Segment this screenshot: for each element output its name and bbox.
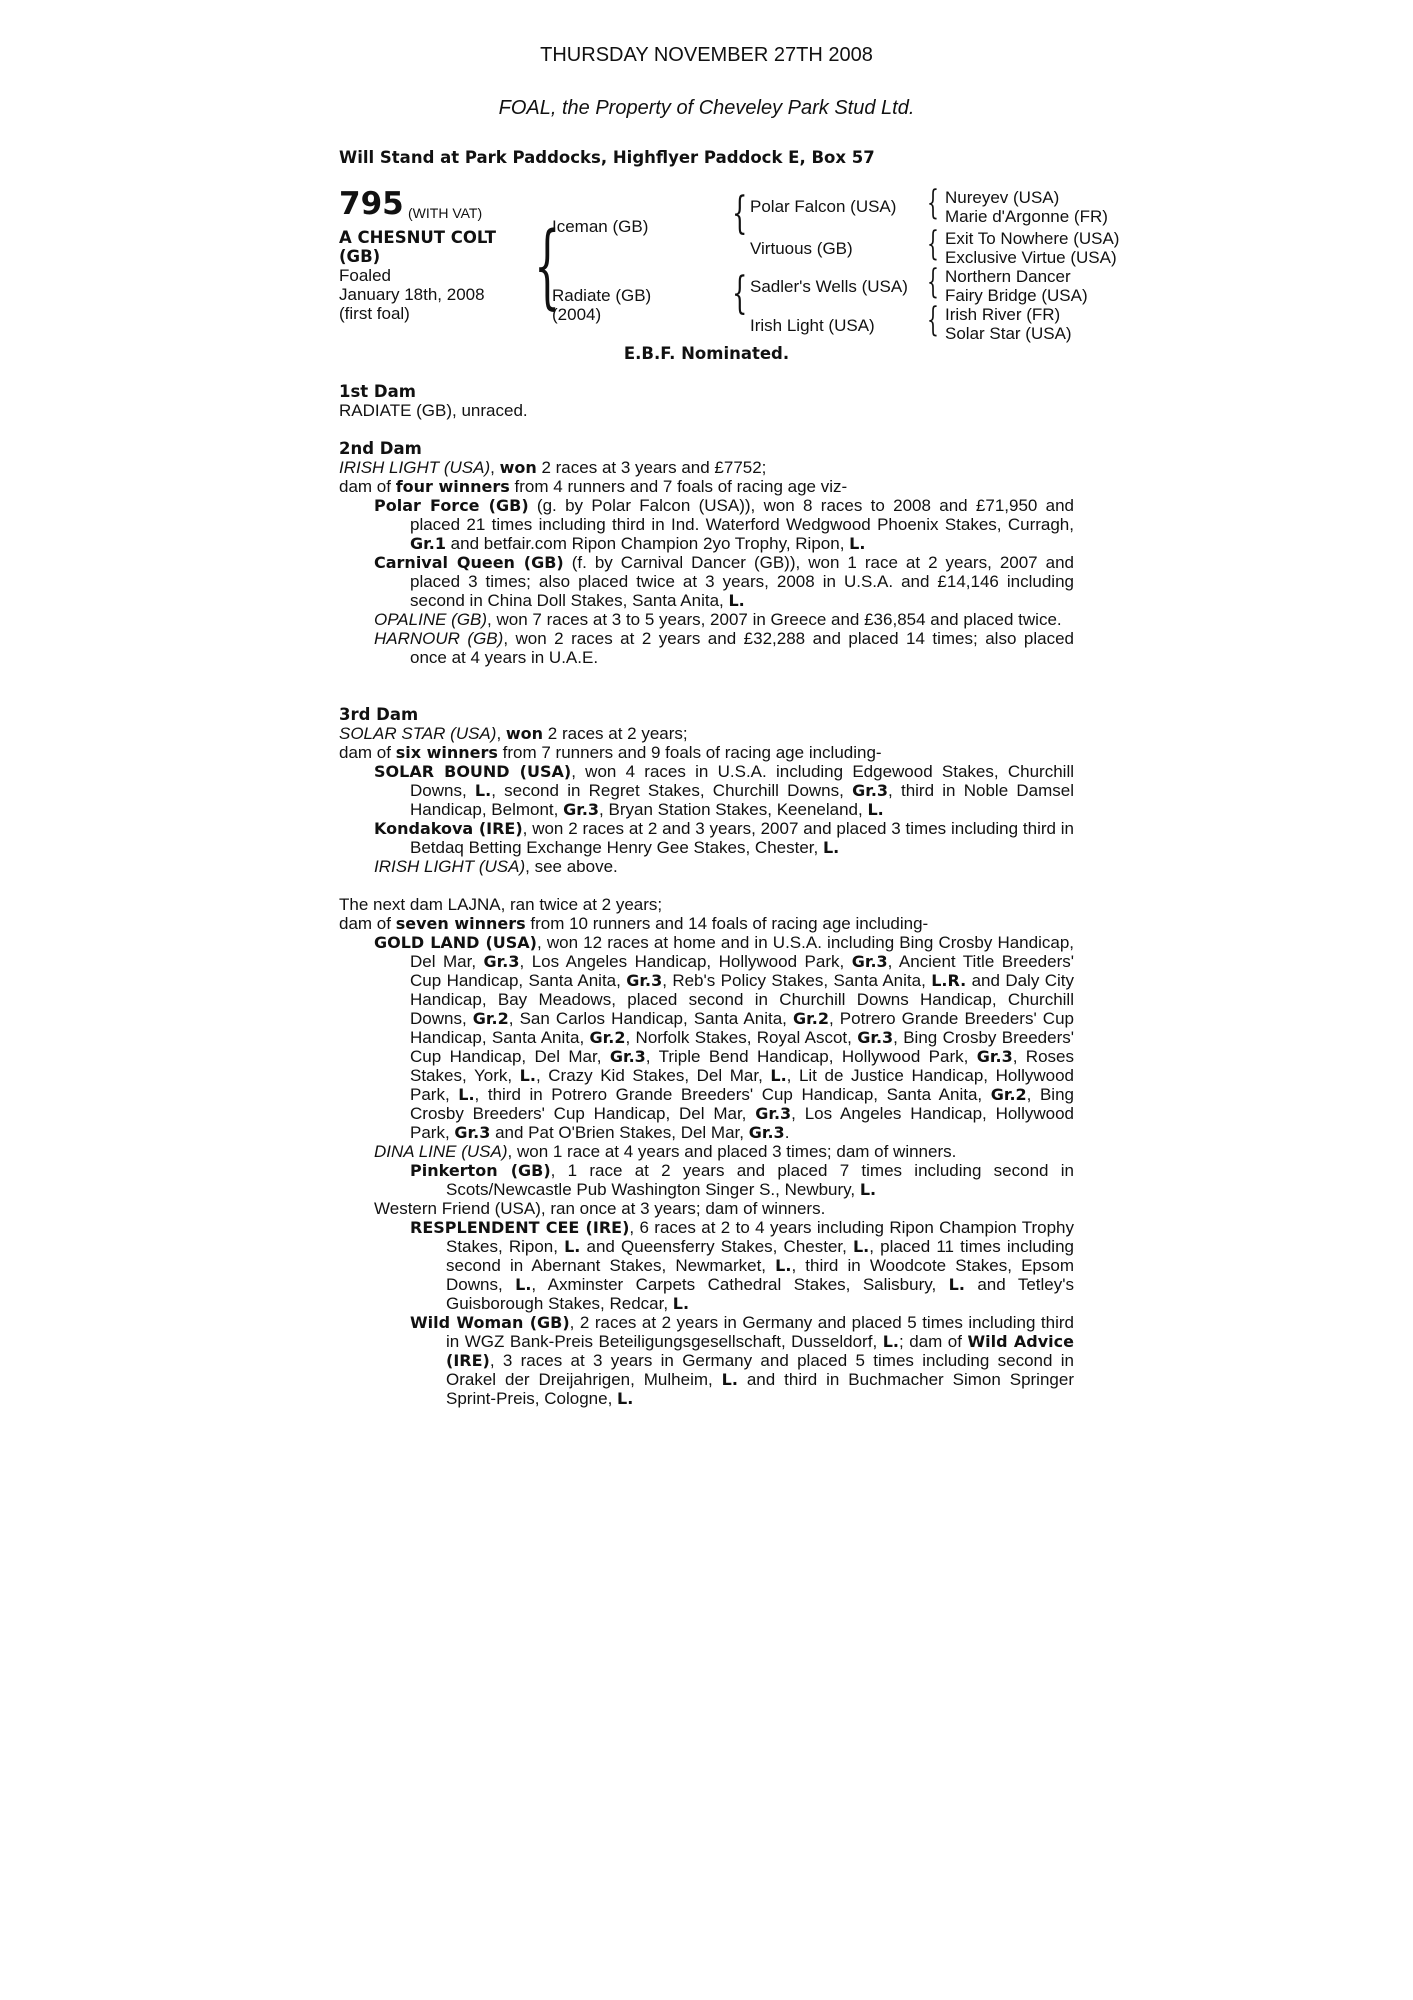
record-text: and Daly City Handicap, Bay Meadows, placed second in Churchill Downs Handicap, Churchill Downs, — [410, 971, 1075, 1028]
third-dam-line2 — [339, 743, 1074, 762]
next-dam-line2 — [339, 914, 1074, 933]
text: , second in Regret Stakes, Churchill Downs, — [491, 781, 853, 800]
produce-entry — [339, 1161, 1074, 1199]
text: and betfair.com Ripon Champion 2yo Trophy, Ripon, — [445, 534, 850, 553]
second-dam-section — [339, 439, 1074, 667]
race-grade: Gr.3 — [483, 952, 520, 971]
foaled-info — [339, 266, 485, 323]
record-text: , Los Angeles Handicap, Hollywood Park, — [410, 1104, 1074, 1142]
produce-entry — [339, 553, 1074, 610]
pedigree-dsd: Fairy Bridge (USA) — [945, 286, 1088, 305]
record-text: , Norfolk Stakes, Royal Ascot, — [625, 1028, 858, 1047]
text: , 2 races at 2 years in Germany and placed 5 times including third in WGZ Bank-Preis Beteiligungsgesellschaft, Dusseldorf, — [446, 1313, 1074, 1351]
text: 2 races at 2 years; — [543, 724, 688, 743]
produce-name: HARNOUR (GB) — [374, 629, 504, 648]
produce-name: GOLD LAND (USA) — [374, 933, 537, 952]
record-text: , Triple Bend Handicap, Hollywood Park, — [645, 1047, 977, 1066]
text: (g. by Polar Falcon (USA)), won 8 races to 2008 and £71,950 and placed 21 times including third in Ind. Waterford Wedgwood Phoenix Stakes, Curragh, — [410, 496, 1075, 534]
pedigree-brace-ds: { — [927, 262, 939, 302]
pedigree-dam: Radiate (GB) — [552, 286, 652, 305]
text: dam of — [339, 743, 396, 762]
record-text: , Los Angeles Handicap, Hollywood Park, — [519, 952, 852, 971]
text: , see above. — [525, 857, 618, 876]
third-dam-section — [339, 705, 1074, 876]
produce-name: Wild Advice (IRE) — [446, 1332, 1074, 1370]
winners-count: six winners — [395, 743, 498, 762]
next-dam-line1: The next dam LAJNA, ran twice at 2 years; — [339, 895, 663, 914]
pedigree-sire: Iceman (GB) — [552, 217, 649, 236]
produce-name: Kondakova (IRE) — [374, 819, 523, 838]
pedigree-ddd: Solar Star (USA) — [945, 324, 1072, 343]
text: , Bryan Station Stakes, Keeneland, — [599, 800, 868, 819]
race-grade: L. — [458, 1085, 475, 1104]
pedigree-sire-sire: Polar Falcon (USA) — [750, 197, 897, 216]
won-label: won — [505, 724, 544, 743]
pedigree-dss: Northern Dancer — [945, 267, 1071, 286]
pedigree-dam-dam: Irish Light (USA) — [750, 316, 875, 335]
race-grade: L. — [721, 1370, 738, 1389]
second-dam-title: 2nd Dam — [339, 439, 422, 458]
race-grade: L. — [474, 781, 492, 800]
race-grade: L. — [672, 1294, 690, 1313]
text: ; dam of — [898, 1332, 968, 1351]
race-grade: L. — [948, 1275, 965, 1294]
text: , — [490, 458, 500, 477]
race-grade: Gr.3 — [563, 800, 600, 819]
pedigree-sdd: Exclusive Virtue (USA) — [945, 248, 1117, 267]
race-grade: Gr.3 — [609, 1047, 646, 1066]
lot-vat: (WITH VAT) — [408, 205, 483, 221]
won-label: won — [499, 458, 537, 477]
pedigree-brace-ss: { — [927, 183, 939, 223]
pedigree-brace-sd: { — [927, 224, 939, 264]
race-grade: L. — [770, 1066, 787, 1085]
produce-name: DINA LINE (USA) — [374, 1142, 508, 1161]
text: from 4 runners and 7 foals of racing age viz- — [509, 477, 848, 496]
first-dam-title: 1st Dam — [339, 382, 416, 401]
record-text: , Bing Crosby Breeders' Cup Handicap, Del Mar, — [410, 1028, 1074, 1066]
race-grade: L. — [822, 838, 840, 857]
record-text: , placed 11 times including second in Abernant Stakes, Newmarket, — [446, 1237, 1074, 1275]
record-text: and Tetley's Guisborough Stakes, Redcar, — [446, 1275, 1074, 1313]
race-grade: L. — [617, 1389, 634, 1408]
second-dam-line1 — [339, 458, 1074, 477]
record-text: , Bing Crosby Breeders' Cup Handicap, Del Mar, — [410, 1085, 1074, 1123]
winners-count: seven winners — [395, 914, 526, 933]
pedigree-dds: Irish River (FR) — [945, 305, 1061, 324]
pedigree-brace-main: { — [534, 212, 561, 319]
text: dam of — [339, 914, 396, 933]
first-dam-section — [339, 382, 1074, 420]
text: , won 4 races in U.S.A. including Edgewood Stakes, Churchill Downs, — [410, 762, 1074, 800]
race-grade: Gr.1 — [410, 534, 446, 553]
race-grade: Gr.3 — [454, 1123, 491, 1142]
race-grade: Gr.2 — [589, 1028, 626, 1047]
produce-entry — [339, 1313, 1074, 1408]
foaled-date: January 18th, 2008 — [339, 285, 485, 304]
race-grade: Gr.2 — [793, 1009, 829, 1028]
pedigree-dam-year: (2004) — [552, 305, 602, 324]
race-grade: Gr.3 — [626, 971, 663, 990]
race-grade: L.R. — [931, 971, 967, 990]
race-grade: Gr.3 — [857, 1028, 894, 1047]
record-text: , San Carlos Handicap, Santa Anita, — [508, 1009, 794, 1028]
produce-entry — [339, 496, 1074, 553]
race-grade: L. — [515, 1275, 532, 1294]
winners-count: four winners — [395, 477, 510, 496]
race-grade: Gr.2 — [472, 1009, 509, 1028]
stand-location: Will Stand at Park Paddocks, Highflyer Paddock E, Box 57 — [339, 148, 875, 167]
lot-number: 795 — [339, 186, 404, 222]
produce-entry — [339, 857, 1074, 876]
text: 2 races at 3 years and £7752; — [536, 458, 767, 477]
race-grade: Gr.3 — [748, 1123, 785, 1142]
third-dam-line1 — [339, 724, 1074, 743]
produce-name: IRISH LIGHT (USA) — [374, 857, 526, 876]
text: , won 2 races at 2 and 3 years, 2007 and placed 3 times including third in Betdaq Betting Exchange Henry Gee Stakes, Chester, — [410, 819, 1074, 857]
race-grade: Gr.3 — [976, 1047, 1013, 1066]
race-grade: L. — [882, 1332, 899, 1351]
text: dam of — [339, 477, 396, 496]
record-text: , Lit de Justice Handicap, Hollywood Park, — [410, 1066, 1075, 1104]
text: (f. by Carnival Dancer (GB)), won 1 race at 2 years, 2007 and placed 3 times; also placed twice at 3 years, 2008 in U.S.A. and £14,146 including second in China Doll Stakes, Santa Anita, — [410, 553, 1074, 610]
text: , third in Noble Damsel Handicap, Belmont, — [410, 781, 1074, 819]
text: , won 7 races at 3 to 5 years, 2007 in Greece and £36,854 and placed twice. — [487, 610, 1062, 629]
second-dam-name: IRISH LIGHT (USA) — [339, 458, 491, 477]
record-text: , third in Potrero Grande Breeders' Cup Handicap, Santa Anita, — [474, 1085, 991, 1104]
text: from 10 runners and 14 foals of racing age including- — [525, 914, 929, 933]
pedigree-brace-dd: { — [927, 300, 939, 340]
race-grade: Gr.3 — [852, 781, 889, 800]
third-dam-title: 3rd Dam — [339, 705, 419, 724]
record-text: , Reb's Policy Stakes, Santa Anita, — [662, 971, 932, 990]
gold-land-record — [410, 933, 1074, 1142]
pedigree-brace-dam: { — [732, 268, 748, 319]
text: from 7 runners and 9 foals of racing age including- — [497, 743, 882, 762]
record-text: , Ancient Title Breeders' Cup Handicap, Santa Anita, — [410, 952, 1075, 990]
pedigree-ssd: Marie d'Argonne (FR) — [945, 207, 1108, 226]
record-text: , Potrero Grande Breeders' Cup Handicap, Santa Anita, — [410, 1009, 1074, 1047]
text: , 1 race at 2 years and placed 7 times including second in Scots/Newcastle Pub Washington Singer S., Newbury, — [446, 1161, 1075, 1199]
produce-entry-resplendent — [339, 1218, 1074, 1313]
produce-name: Wild Woman (GB) — [410, 1313, 570, 1332]
race-grade: Gr.2 — [990, 1085, 1027, 1104]
text: , won 2 races at 2 years and £32,288 and placed 14 times; also placed once at 4 years in U.A.E. — [410, 629, 1074, 667]
second-dam-line2 — [339, 477, 1074, 496]
ebf-nominated: E.B.F. Nominated. — [623, 344, 790, 363]
produce-name: OPALINE (GB) — [374, 610, 488, 629]
lot-description-line1: A CHESNUT COLT — [339, 228, 496, 247]
produce-name: Carnival Queen (GB) — [374, 553, 564, 572]
race-grade: L. — [867, 800, 884, 819]
text: and third in Buchmacher Simon Springer Sprint-Preis, Cologne, — [446, 1370, 1074, 1408]
record-text: . — [784, 1123, 790, 1142]
produce-name: SOLAR BOUND (USA) — [374, 762, 572, 781]
pedigree-sire-dam: Virtuous (GB) — [750, 239, 853, 258]
record-text: , 6 races at 2 to 4 years including Ripon Champion Trophy Stakes, Ripon, — [446, 1218, 1074, 1256]
pedigree-sds: Exit To Nowhere (USA) — [945, 229, 1120, 248]
record-text: , third in Woodcote Stakes, Epsom Downs, — [446, 1256, 1074, 1294]
sale-date: THURSDAY NOVEMBER 27TH 2008 — [540, 44, 873, 66]
lot-description-line2: (GB) — [339, 247, 381, 266]
first-dam-text: RADIATE (GB), unraced. — [339, 401, 528, 420]
foaled-label: Foaled — [339, 266, 391, 285]
race-grade: L. — [519, 1066, 536, 1085]
race-grade: L. — [564, 1237, 581, 1256]
record-text: , Axminster Carpets Cathedral Stakes, Salisbury, — [531, 1275, 949, 1294]
produce-name: RESPLENDENT CEE (IRE) — [410, 1218, 630, 1237]
produce-entry — [339, 819, 1074, 857]
pedigree-dam-sire: Sadler's Wells (USA) — [750, 277, 908, 296]
produce-entry: Western Friend (USA), ran once at 3 years; dam of winners. — [374, 1199, 826, 1218]
race-grade: L. — [859, 1180, 877, 1199]
race-grade: Gr.3 — [851, 952, 888, 971]
record-text: and Pat O'Brien Stakes, Del Mar, — [490, 1123, 749, 1142]
produce-entry — [339, 762, 1074, 819]
lot-description — [339, 228, 496, 266]
produce-entry — [339, 1142, 1074, 1161]
race-grade: L. — [852, 1237, 870, 1256]
race-grade: Gr.3 — [755, 1104, 792, 1123]
produce-name: Polar Force (GB) — [374, 496, 529, 515]
text: , 3 races at 3 years in Germany and placed 5 times including second in Orakel der Dreijahrigen, Mulheim, — [446, 1351, 1074, 1389]
pedigree-brace-sire: { — [732, 188, 748, 239]
pedigree-sss: Nureyev (USA) — [945, 188, 1060, 207]
produce-entry-gold-land — [339, 933, 1074, 1142]
produce-entry — [339, 629, 1074, 667]
text: , won 1 race at 4 years and placed 3 times; dam of winners. — [507, 1142, 957, 1161]
record-text: and Queensferry Stakes, Chester, — [580, 1237, 853, 1256]
record-text: , Roses Stakes, York, — [410, 1047, 1074, 1085]
race-grade: L. — [775, 1256, 792, 1275]
produce-entry — [339, 610, 1074, 629]
race-grade: L. — [849, 534, 866, 553]
text: , — [496, 724, 506, 743]
race-grade: L. — [728, 591, 745, 610]
produce-name: Pinkerton (GB) — [410, 1161, 551, 1180]
third-dam-name: SOLAR STAR (USA) — [339, 724, 497, 743]
foal-property: FOAL, the Property of Cheveley Park Stud Ltd. — [498, 97, 915, 119]
record-text: , won 12 races at home and in U.S.A. including Bing Crosby Handicap, Del Mar, — [410, 933, 1075, 971]
next-dam-section — [339, 895, 1074, 1408]
record-text: , Crazy Kid Stakes, Del Mar, — [535, 1066, 771, 1085]
foaled-note: (first foal) — [339, 304, 410, 323]
